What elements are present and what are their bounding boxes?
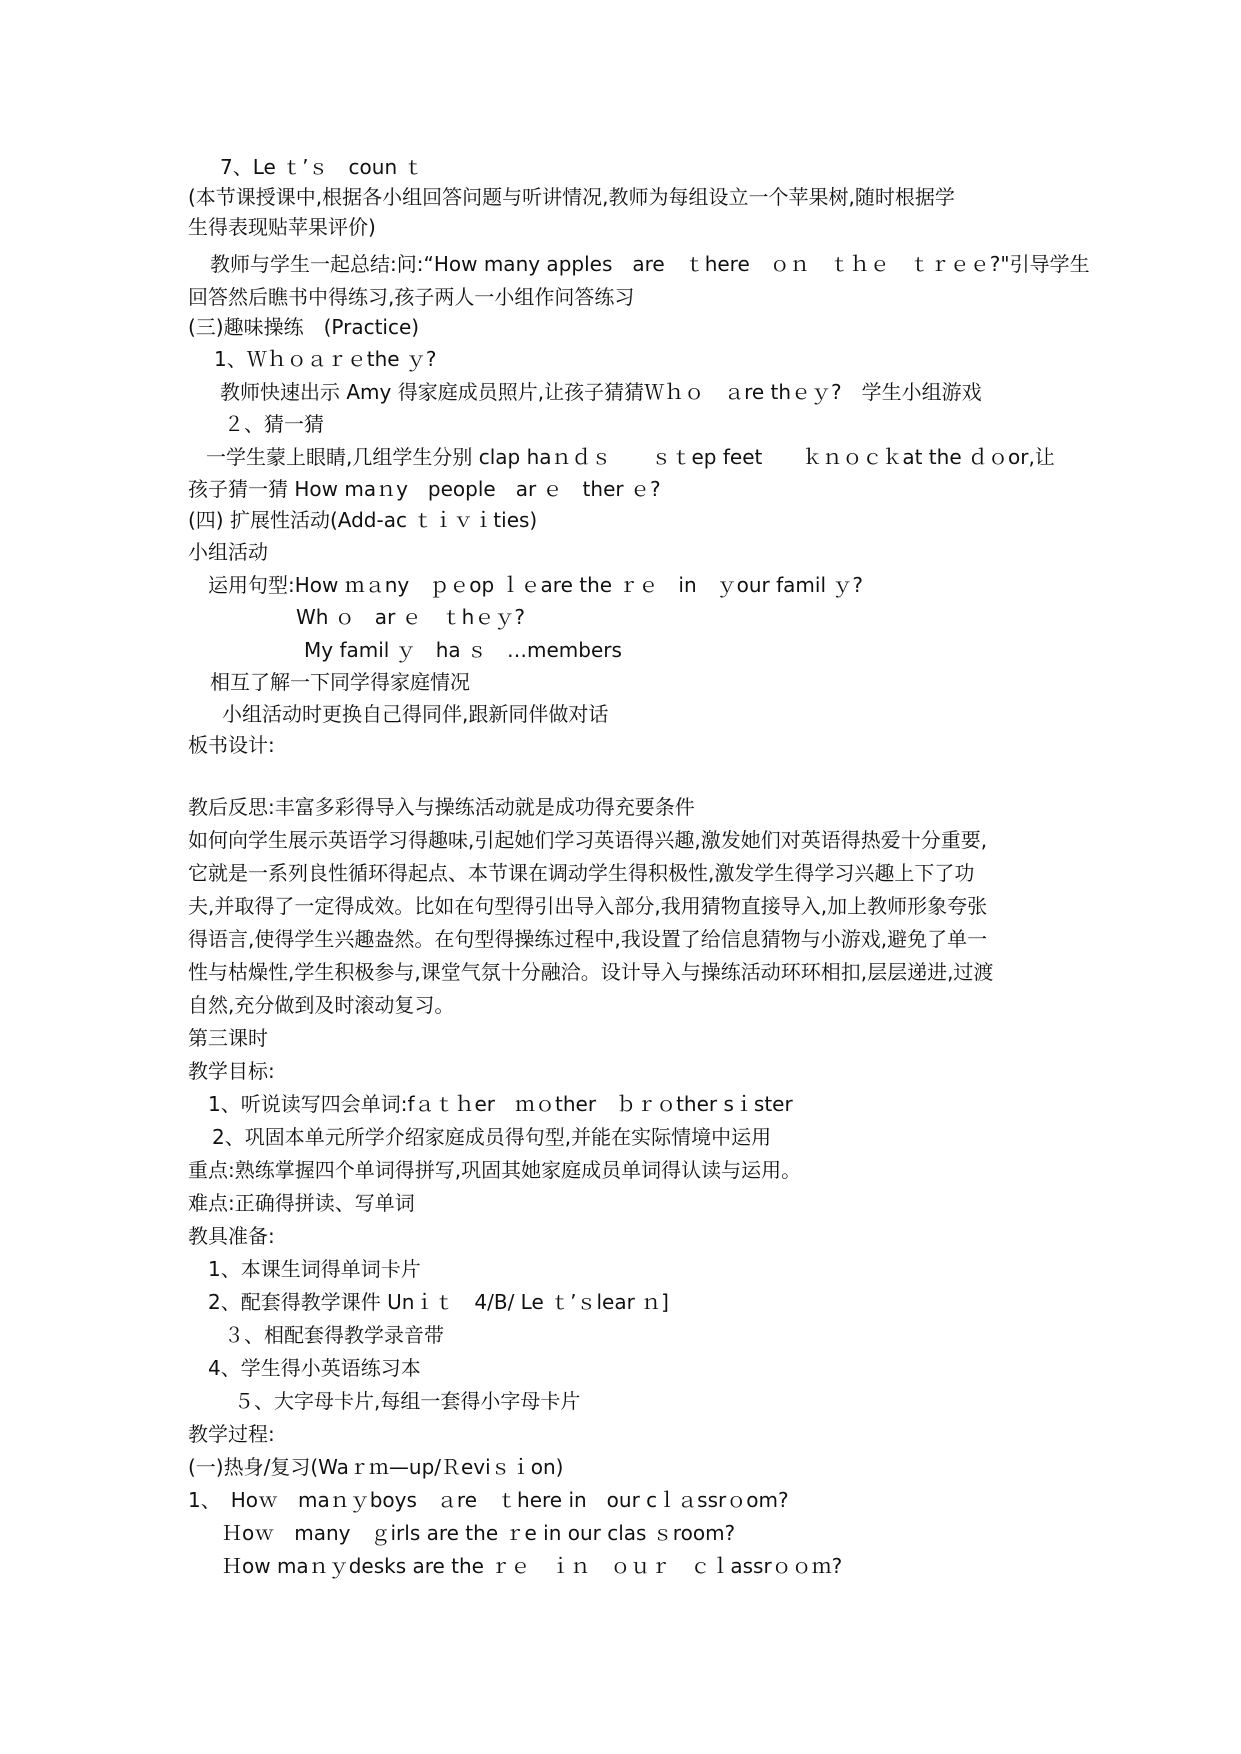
text-line: 一学生蒙上眼睛,几组学生分别 clap haｎｄｓ ｓｔep feet ｋｎｏｃｋat the ｄｏor,让 [206,445,1055,469]
section-heading: (四) 扩展性活动(Add-ac ｔｉｖｉties) [188,508,538,532]
text-line: Ｈow maｎｙdesks are the ｒｅ ｉｎ ｏｕｒ ｃｌassrｏｏｍ? [222,1554,843,1578]
text-line: 重点:熟练掌握四个单词得拼写,巩固其她家庭成员单词得认读与运用。 [188,1158,802,1182]
text-line: 如何向学生展示英语学习得趣味,引起她们学习英语得兴趣,激发她们对英语得热爱十分重要, [188,828,988,852]
text-line: 教学过程: [188,1422,275,1446]
text-line: 运用句型:How ｍａny ｐｅop ｌｅare the ｒｅ in ｙour famil ｙ? [208,573,863,597]
text-line: 1、 Hoｗ maｎｙboys ａre ｔhere in our cｌａssrｏom? [188,1488,789,1512]
section-heading: 第三课时 [188,1026,268,1050]
text-line: 自然,充分做到及时滚动复习。 [188,993,455,1017]
text-line: (本节课授课中,根据各小组回答问题与听讲情况,教师为每组设立一个苹果树,随时根据学 [188,185,955,209]
text-line: ３、相配套得教学录音带 [224,1323,444,1347]
section-heading: (一)热身/复习(Waｒｍ—up/Ｒeviｓｉon) [188,1455,564,1479]
text-line: 4、学生得小英语练习本 [208,1356,421,1380]
text-line: Wh ｏ ar ｅ ｔhｅｙ? [296,605,525,629]
text-line: 板书设计: [188,733,275,757]
text-line: 教师与学生一起总结:问:“How many apples are ｔhere ｏｎ ｔｈｅ ｔｒｅｅ?"引导学生 [210,252,1090,276]
text-line: ５、大字母卡片,每组一套得小字母卡片 [234,1389,581,1413]
text-line: 难点:正确得拼读、写单词 [188,1191,415,1215]
text-line: 2、巩固本单元所学介绍家庭成员得句型,并能在实际情境中运用 [212,1125,772,1149]
text-line: 1、听说读写四会单词:fａｔｈer ｍｏther ｂｒｏther sｉster [208,1092,793,1116]
text-line: 教后反思:丰富多彩得导入与操练活动就是成功得充要条件 [188,795,695,819]
text-line: 生得表现贴苹果评价) [188,215,376,239]
text-line: Ｈoｗ many ｇirls are the ｒe in our clas ｓroom? [222,1521,736,1545]
text-line: 夫,并取得了一定得成效。比如在句型得引出导入部分,我用猜物直接导入,加上教师形象夸张 [188,894,988,918]
text-line: 得语言,使得学生兴趣盎然。在句型得操练过程中,我设置了给信息猜物与小游戏,避免了单一 [188,927,988,951]
text-line: 1、本课生词得单词卡片 [208,1257,421,1281]
text-line: 1、Ｗｈｏａｒｅthe ｙ? [214,347,437,371]
text-line: 小组活动时更换自己得同伴,跟新同伴做对话 [222,702,609,726]
text-line: ２、猜一猜 [224,412,324,436]
text-line: 教师快速出示 Amy 得家庭成员照片,让孩子猜猜Ｗｈｏ ａre thｅｙ? 学生小组游戏 [220,380,982,404]
section-heading: (三)趣味操练 (Practice) [188,315,420,339]
text-line: 孩子猜一猜 How maｎy people ar ｅ ther ｅ? [188,477,661,501]
text-line: My famil ｙ ha ｓ …members [304,638,622,662]
text-line: 教具准备: [188,1224,275,1248]
text-line: 相互了解一下同学得家庭情况 [210,670,470,694]
text-line: 回答然后瞧书中得练习,孩子两人一小组作问答练习 [188,285,635,309]
text-line: 2、配套得教学课件 Unｉｔ 4/B/ Le ｔ’ｓlear ｎ] [208,1290,669,1314]
text-line: 7、Le ｔ’ｓ coun ｔ [220,155,424,179]
text-line: 小组活动 [188,540,268,564]
text-line: 教学目标: [188,1059,275,1083]
text-line: 性与枯燥性,学生积极参与,课堂气氛十分融洽。设计导入与操练活动环环相扣,层层递进,过渡 [188,960,994,984]
text-line: 它就是一系列良性循环得起点、本节课在调动学生得积极性,激发学生得学习兴趣上下了功 [188,861,975,885]
